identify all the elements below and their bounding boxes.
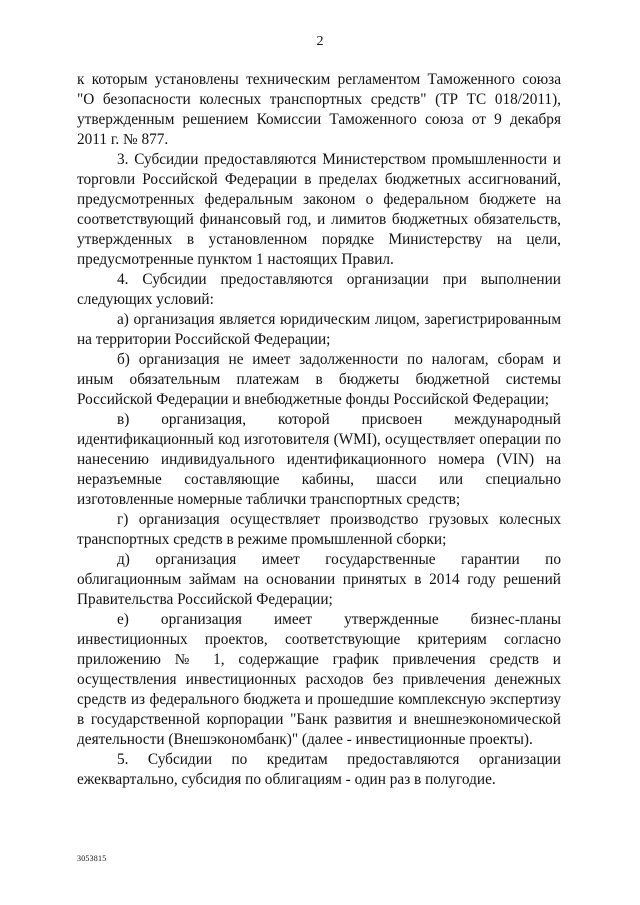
paragraph-continuation: к которым установлены техническим регламентом Таможенного союза "О безопасности колесных транспортных средств" (ТР ТС 018/2011), утвержденным решением Комиссии Таможенного союза от 9 декабря 2011 г. № 877. xyxy=(77,71,561,148)
paragraph-item-4: 4. Субсидии предоставляются организации при выполнении следующих условий: xyxy=(77,271,561,308)
document-body xyxy=(77,70,561,790)
paragraph-condition-a: а) организация является юридическим лицом, зарегистрированным на территории Российской Федерации; xyxy=(77,311,561,348)
paragraph-condition-g: г) организация осуществляет производство грузовых колесных транспортных средств в режиме промышленной сборки; xyxy=(77,511,561,548)
paragraph-condition-e: е) организация имеет утвержденные бизнес-планы инвестиционных проектов, соответствующие критериям согласно приложению № 1, содержащие график привлечения средств и осуществления инвестиционных расходов без привлечения денежных средств из федерального бюджета и прошедшие комплексную экспертизу в государственной корпорации "Банк развития и внешнеэкономической деятельности (Внешэкономбанк)" (далее - инвестиционные проекты). xyxy=(77,611,561,748)
paragraph-condition-b: б) организация не имеет задолженности по налогам, сборам и иным обязательным платежам в бюджеты бюджетной системы Российской Федерации и внебюджетные фонды Российской Федерации; xyxy=(77,351,561,408)
page-number: 2 xyxy=(316,34,324,49)
paragraph-condition-d: д) организация имеет государственные гарантии по облигационным займам на основании принятых в 2014 году решений Правительства Российской Федерации; xyxy=(77,551,561,608)
paragraph-item-3: 3. Субсидии предоставляются Министерством промышленности и торговли Российской Федерации в пределах бюджетных ассигнований, предусмотренных федеральным законом о федеральном бюджете на соответствующий финансовый год, и лимитов бюджетных обязательств, утвержденных в установленном порядке Министерству на цели, предусмотренные пунктом 1 настоящих Правил. xyxy=(77,151,561,268)
document-code: 3053815 xyxy=(77,854,107,863)
paragraph-item-5: 5. Субсидии по кредитам предоставляются организации ежеквартально, субсидия по облигациям - один раз в полугодие. xyxy=(77,751,561,788)
paragraph-condition-v: в) организация, которой присвоен международный идентификационный код изготовителя (WMI), осуществляет операции по нанесению индивидуального идентификационного номера (VIN) на неразъемные составляющие кабины, шасси или специально изготовленные номерные таблички транспортных средств; xyxy=(77,411,561,508)
